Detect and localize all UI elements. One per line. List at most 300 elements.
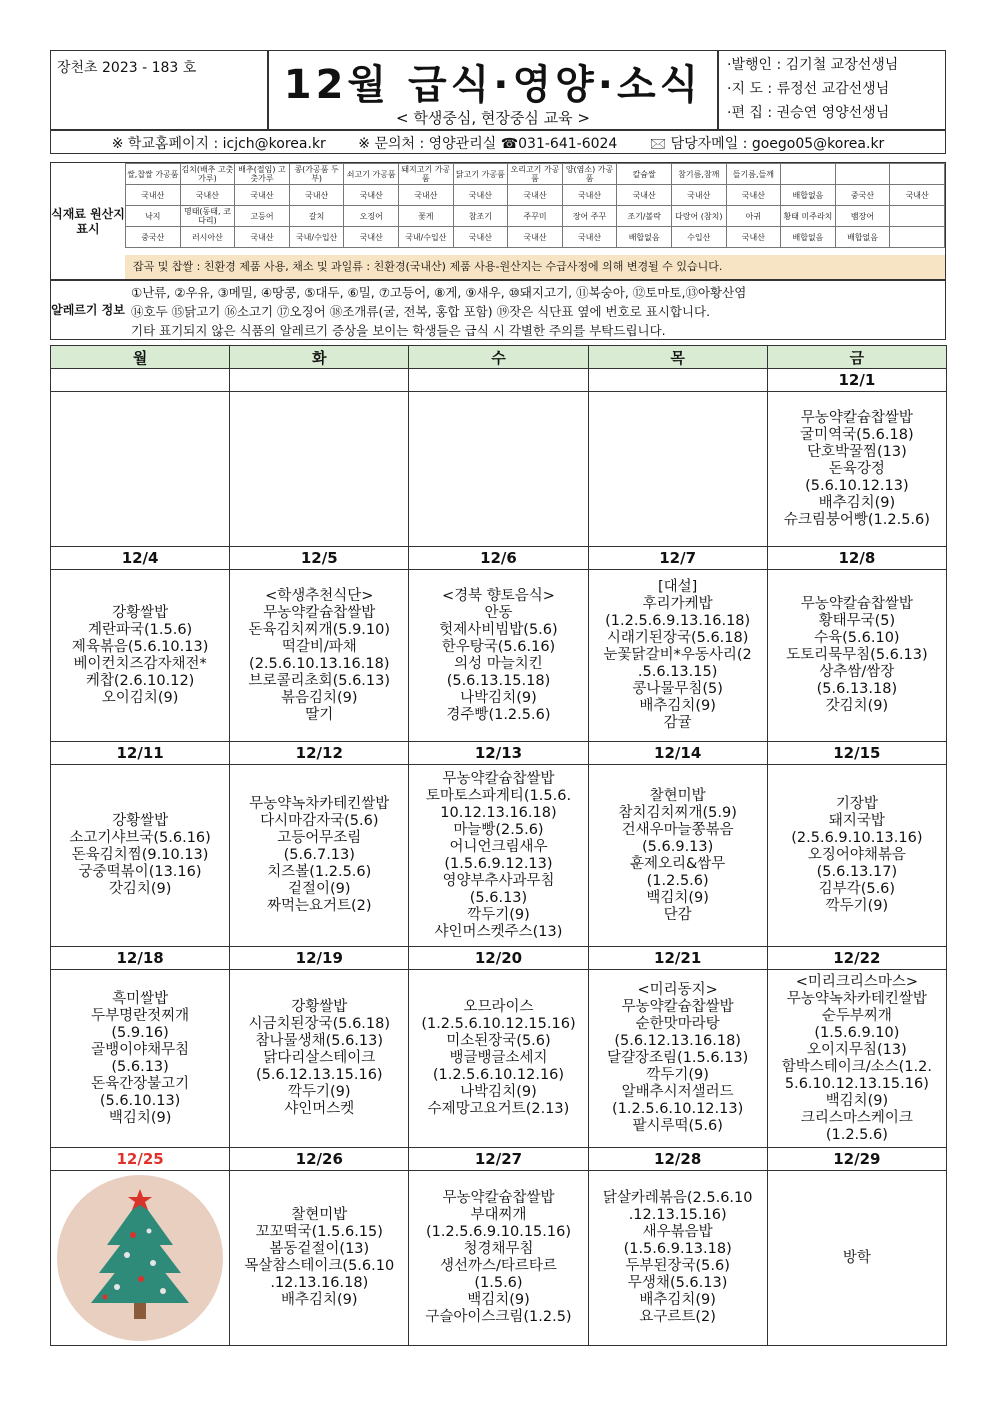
menu-item: 두부명란젓찌개 (91, 1007, 190, 1024)
origin-cell: 황태 미주라치 (781, 206, 836, 227)
menu-cell (588, 765, 767, 947)
menu-item: 다시마감자국(5.6) (260, 813, 379, 829)
date-cell: 12/13 (409, 742, 588, 765)
origin-cell: 낙지 (126, 206, 181, 227)
origin-cell (890, 206, 945, 227)
menu-item: 꼬꼬떡국(1.5.6.15) (255, 1224, 383, 1240)
origin-label: 식재료 원산지 표시 (51, 206, 125, 236)
origin-cell: 참기름,참깨 (671, 164, 726, 185)
menu-item: 봄동겉절이(13) (269, 1241, 370, 1257)
menu-cell (230, 392, 409, 547)
date-cell: 12/21 (588, 947, 767, 970)
menu-item: (5.6.9.13) (642, 838, 714, 855)
menu-item: 돈육김치찜(9.10.13) (71, 847, 209, 863)
menu-item: [대설] (657, 579, 698, 595)
menu-item: (1.5.6.9.12.13) (444, 855, 553, 872)
menu-item: 백김치(9) (646, 889, 709, 906)
origin-cell: 국내산 (399, 185, 454, 206)
menu-cell (767, 570, 946, 742)
origin-row (126, 227, 945, 248)
origin-cell: 국내산 (453, 227, 508, 248)
date-cell: 12/19 (230, 947, 409, 970)
weekday-fri: 금 (767, 346, 946, 369)
menu-item: 돈육김치찌개(5.9.10) (248, 621, 391, 638)
menu-item: 겉절이(9) (288, 881, 351, 897)
menu-row (51, 570, 947, 742)
menu-item: (5.6.12.13.16.18) (614, 1033, 741, 1049)
menu-row (51, 392, 947, 547)
origin-cell: 국내산 (671, 185, 726, 206)
menu-cell (409, 1171, 588, 1346)
menu-item: 무농약칼슘찹쌀밥 (263, 604, 376, 621)
origin-cell: 아귀 (726, 206, 781, 227)
menu-item: (5.6.13.18) (816, 681, 898, 697)
origin-cell: 국내산 (344, 227, 399, 248)
menu-item: 제육볶음(5.6.10.13) (71, 638, 209, 655)
menu-item: (1.5.6.9.10) (814, 1024, 900, 1041)
origin-cell: 쇠고기 가공품 (344, 164, 399, 185)
menu-item: <미리동지> (637, 982, 718, 998)
menu-item: (1.2.5.6.10.12.16) (432, 1067, 565, 1083)
origin-cell: 오리고기 가공품 (508, 164, 563, 185)
weekday-wed: 수 (409, 346, 588, 369)
origin-cell: 다랑어 (참치) (671, 206, 726, 227)
weekday-mon: 월 (51, 346, 230, 369)
menu-item: 순두부찌개 (821, 1007, 892, 1024)
menu-item: 궁중떡볶이(13.16) (78, 864, 202, 880)
menu-cell (51, 765, 230, 947)
menu-item: 5.6.10.12.13.15.16) (784, 1075, 929, 1092)
page-title: 12월 급식·영양·소식 (283, 62, 703, 108)
menu-item: (5.6.10.13) (99, 1092, 181, 1109)
origin-cell: 배합없음 (617, 227, 672, 248)
menu-item: 훈제오리&쌈무 (629, 855, 726, 872)
menu-row (51, 765, 947, 947)
menu-item: 황태무국(5) (818, 613, 896, 629)
menu-row (51, 970, 947, 1148)
menu-item: 어니언크림새우 (449, 838, 548, 855)
origin-table (125, 163, 945, 248)
menu-item: 백김치(9) (467, 1292, 530, 1308)
date-row (51, 547, 947, 570)
menu-item: 배추김치(9) (639, 698, 716, 714)
origin-cell: 쌀,찹쌀 가공품 (126, 164, 181, 185)
origin-section (50, 162, 946, 280)
menu-cell (409, 970, 588, 1148)
date-cell: 12/26 (230, 1148, 409, 1171)
menu-cell (588, 570, 767, 742)
contact-email[interactable]: 🖂 담당자메일 : goego05@korea.kr (649, 136, 885, 152)
menu-item: 무농약칼슘찹쌀밥 (800, 596, 913, 612)
menu-item: 도토리묵무침(5.6.13) (786, 647, 928, 663)
origin-cell: 러시아산 (180, 227, 235, 248)
menu-cell (767, 765, 946, 947)
menu-item: 샤인머스켓 (284, 1101, 355, 1117)
menu-item: 감귤 (663, 715, 692, 731)
menu-item: 무생채(5.6.13) (627, 1275, 728, 1291)
origin-cell: 국내산 (890, 185, 945, 206)
menu-item: <학생추천식단> (265, 587, 374, 604)
menu-item: 함박스테이크/소스(1.2. (781, 1058, 933, 1075)
date-cell: 12/7 (588, 547, 767, 570)
date-row (51, 742, 947, 765)
menu-item: 무농약칼슘찹쌀밥 (621, 999, 734, 1015)
origin-cell: 양(염소) 가공품 (562, 164, 617, 185)
date-cell: 12/4 (51, 547, 230, 570)
menu-cell (409, 570, 588, 742)
menu-item: 슈크림붕어빵(1.2.5.6) (783, 511, 930, 528)
origin-cell: 닭고기 가공품 (453, 164, 508, 185)
menu-item: 눈꽃닭갈비*우동사리(2 (603, 647, 752, 663)
date-cell (409, 369, 588, 392)
origin-cell: 국내산 (726, 185, 781, 206)
menu-cell (767, 392, 946, 547)
menu-item: 수제망고요거트(2.13) (427, 1101, 570, 1117)
date-cell (51, 369, 230, 392)
menu-item: 시금치된장국(5.6.18) (248, 1016, 391, 1032)
date-cell: 12/11 (51, 742, 230, 765)
menu-item: 딸기 (305, 706, 334, 723)
menu-cell (588, 970, 767, 1148)
menu-item: 백김치(9) (825, 1092, 889, 1109)
weekday-tue: 화 (230, 346, 409, 369)
staff-editor: ·편 집 : 권승연 영양선생님 (727, 105, 890, 121)
menu-item: 무농약칼슘찹쌀밥 (800, 409, 913, 426)
menu-item: 마늘빵(2.5.6) (453, 821, 544, 838)
menu-item: 볶음김치(9) (280, 689, 358, 706)
menu-row (51, 1171, 947, 1346)
menu-item: 오이김치(9) (101, 689, 179, 706)
menu-item: 상추쌈/쌈장 (819, 664, 895, 680)
menu-cell (767, 1171, 946, 1346)
menu-item: 크리스마스케이크 (800, 1109, 913, 1126)
menu-cell (767, 970, 946, 1148)
origin-cell: 수입산 (671, 227, 726, 248)
date-cell: 12/28 (588, 1148, 767, 1171)
menu-item: 구슬아이스크림(1.2.5) (425, 1309, 572, 1325)
contact-bar (50, 130, 946, 154)
date-cell: 12/27 (409, 1148, 588, 1171)
menu-item: 단호박꿀찜(13) (806, 443, 907, 460)
menu-cell (51, 570, 230, 742)
weekday-header-row (51, 346, 947, 369)
menu-item: 깍두기(9) (646, 1067, 709, 1083)
menu-item: 알배추시저샐러드 (621, 1084, 734, 1100)
origin-cell: 국내산 (126, 185, 181, 206)
origin-cell: 명태(동태, 코다리) (180, 206, 235, 227)
origin-cell: 국내산 (508, 185, 563, 206)
date-cell: 12/20 (409, 947, 588, 970)
origin-cell (890, 227, 945, 248)
menu-item: 기장밥 (835, 796, 878, 812)
menu-item: 토마토스파게티(1.5.6. (425, 787, 572, 804)
origin-cell (890, 164, 945, 185)
date-cell: 12/22 (767, 947, 946, 970)
date-cell: 12/25 (51, 1148, 230, 1171)
date-cell: 12/1 (767, 369, 946, 392)
origin-cell: 국내산 (344, 185, 399, 206)
menu-item: 깍두기(9) (288, 1084, 351, 1100)
menu-item: 백김치(9) (108, 1109, 172, 1126)
menu-item: (2.5.6.10.13.16.18) (249, 655, 390, 672)
menu-item: 닭살카레볶음(2.5.6.10 (602, 1190, 753, 1206)
menu-item: (1.5.6) (474, 1275, 523, 1291)
date-cell (230, 369, 409, 392)
origin-cell: 국내/수입산 (289, 227, 344, 248)
issue-box (50, 50, 268, 130)
menu-item: 갓김치(9) (825, 698, 889, 714)
menu-item: 의성 마늘치킨 (454, 655, 543, 672)
menu-item: 강황쌀밥 (112, 604, 169, 621)
menu-cell (51, 392, 230, 547)
origin-cell: 뱀장어 (835, 206, 890, 227)
menu-item: 새우볶음밥 (642, 1224, 713, 1240)
menu-cell (230, 765, 409, 947)
origin-cell: 김치(배추 고춧가루) (181, 165, 234, 183)
menu-item: 찰현미밥 (649, 787, 706, 804)
date-cell: 12/12 (230, 742, 409, 765)
date-cell: 12/8 (767, 547, 946, 570)
menu-item: 오징어야채볶음 (807, 847, 906, 863)
menu-item: 목살참스테이크(5.6.10 (244, 1258, 395, 1274)
menu-item: 수육(5.6.10) (814, 630, 900, 646)
menu-item: 브로콜리초회(5.6.13) (248, 672, 391, 689)
date-cell (588, 369, 767, 392)
menu-item: (5.9.16) (111, 1024, 169, 1041)
inquiry-phone: ※ 문의처 : 영양관리실 ☎031-641-6024 (358, 136, 618, 152)
origin-row (126, 164, 945, 185)
menu-item: 김부각(5.6) (818, 881, 896, 897)
origin-cell: 국내산 (562, 185, 617, 206)
homepage-link[interactable]: ※ 학교홈페이지 : icjch@korea.kr (111, 136, 326, 152)
origin-cell: 장어 주꾸 (562, 206, 617, 227)
staff-publisher: ·발행인 : 김기철 교장선생님 (727, 57, 899, 73)
menu-item: 짜먹는요거트(2) (266, 898, 372, 914)
origin-cell: 고등어 (235, 206, 290, 227)
staff-box (718, 50, 946, 130)
origin-cell: 콩(가공품 두부) (289, 164, 344, 185)
date-cell: 12/14 (588, 742, 767, 765)
menu-item: (5.6.13) (469, 889, 528, 906)
origin-cell: 국내산 (453, 185, 508, 206)
menu-item: 고등어무조림 (277, 830, 362, 846)
allergy-label: 알레르기 정보 (51, 302, 125, 317)
date-row (51, 369, 947, 392)
allergy-section (50, 280, 946, 340)
menu-item: 후리가케밥 (642, 596, 713, 612)
menu-cell (230, 970, 409, 1148)
menu-item: 참나물생채(5.6.13) (255, 1033, 384, 1049)
menu-item: 배추김치(9) (818, 494, 896, 511)
menu-cell (588, 392, 767, 547)
menu-item: <미리크리스마스> (795, 973, 919, 990)
menu-item: (5.6.13) (111, 1058, 169, 1075)
menu-item: (5.6.7.13) (283, 847, 355, 863)
menu-cell (230, 570, 409, 742)
menu-item: 강황쌀밥 (291, 999, 348, 1015)
menu-cell (588, 1171, 767, 1346)
page-subtitle: < 학생중심, 현장중심 교육 > (396, 109, 590, 127)
menu-item: 부대찌개 (470, 1207, 527, 1223)
menu-item: (1.2.5.6) (646, 872, 709, 889)
menu-item: 무농약칼슘찹쌀밥 (442, 1190, 555, 1206)
menu-item: 돈육강정 (828, 460, 885, 477)
menu-item: 무농약녹차카테킨쌀밥 (249, 796, 390, 812)
origin-cell: 국내산 (726, 227, 781, 248)
allergy-line-3: 기타 표기되지 않은 식품의 알레르기 증상을 보이는 학생들은 급식 시 각별한 주의를 부탁드립니다. (131, 323, 666, 338)
menu-item: 청경채무침 (463, 1241, 534, 1257)
menu-item: (1.2.5.6) (825, 1126, 888, 1143)
menu-item: 강황쌀밥 (112, 813, 169, 829)
date-cell: 12/6 (409, 547, 588, 570)
menu-cell (409, 392, 588, 547)
menu-item: 방학 (842, 1249, 871, 1266)
menu-item: 계란파국(1.5.6) (87, 621, 193, 638)
menu-item: (5.6.13.17) (816, 864, 898, 880)
menu-item: 무농약칼슘찹쌀밥 (442, 770, 555, 787)
menu-item: 미소된장국(5.6) (446, 1033, 551, 1049)
menu-calendar (50, 345, 947, 1346)
origin-cell: 칼슘쌀 (617, 164, 672, 185)
origin-cell: 배합없음 (781, 185, 836, 206)
menu-item: 뱅글뱅글소세지 (449, 1050, 548, 1066)
date-row (51, 1148, 947, 1171)
origin-cell: 오징어 (344, 206, 399, 227)
menu-item: .5.6.13.15) (637, 664, 718, 680)
origin-cell: 돼지고기 가공품 (399, 164, 454, 185)
christmas-tree-icon (57, 1175, 223, 1341)
origin-cell: 국내산 (180, 185, 235, 206)
origin-cell: 국내산 (235, 227, 290, 248)
origin-cell: 중국산 (835, 185, 890, 206)
allergy-line-1: ①난류, ②우유, ③메밀, ④땅콩, ⑤대두, ⑥밀, ⑦고등어, ⑧게, ⑨새우, ⑩돼지고기, ⑪복숭아, ⑫토마토,⑬아황산염 (131, 285, 747, 300)
menu-item: 시래기된장국(5.6.18) (606, 630, 749, 646)
menu-item: 굴미역국(5.6.18) (800, 426, 914, 443)
menu-item: 흑미쌀밥 (112, 990, 169, 1007)
menu-item: 10.12.13.16.18) (440, 804, 557, 821)
menu-item: 건새우마늘쫑볶음 (621, 821, 734, 838)
menu-cell (51, 970, 230, 1148)
menu-item: (1.2.5.6.9.13.16.18) (605, 613, 751, 629)
origin-cell (781, 164, 836, 185)
origin-cell: 국내산 (562, 227, 617, 248)
menu-item: 오므라이스 (463, 999, 534, 1015)
origin-cell: 국내산 (617, 185, 672, 206)
menu-item: 생선까스/타르타르 (439, 1258, 557, 1274)
menu-item: 닭다리살스테이크 (263, 1050, 376, 1066)
title-box (268, 50, 718, 130)
menu-item: 찰현미밥 (291, 1207, 348, 1223)
menu-item: 콩나물무침(5) (632, 681, 723, 697)
date-cell: 12/29 (767, 1148, 946, 1171)
date-cell: 12/18 (51, 947, 230, 970)
origin-cell: 배합없음 (781, 227, 836, 248)
staff-supervisor: ·지 도 : 류정선 교감선생님 (727, 81, 890, 97)
origin-cell: 배추(절임) 고춧가루 (235, 164, 290, 185)
menu-item: 헛제사비빔밥(5.6) (439, 621, 558, 638)
menu-item: 달걀장조림(1.5.6.13) (607, 1050, 749, 1066)
menu-item: 깍두기(9) (825, 898, 889, 914)
menu-item: 참치김치찌개(5.9) (618, 804, 737, 821)
menu-item: 팥시루떡(5.6) (632, 1118, 723, 1134)
origin-note: 잡곡 및 찹쌀 : 친환경 제품 사용, 채소 및 과일류 : 친환경(국내산) 제품 사용-원산지는 수급사정에 의해 변경될 수 있습니다. (125, 255, 945, 279)
menu-item: 나박김치(9) (460, 689, 537, 706)
menu-item: 배추김치(9) (639, 1292, 716, 1308)
menu-item: 요구르트(2) (639, 1309, 716, 1325)
menu-item: 케찹(2.6.10.12) (85, 672, 195, 689)
menu-item: 돼지국밥 (828, 813, 885, 829)
menu-item: <경북 향토음식> (441, 587, 555, 604)
menu-item: 갓김치(9) (108, 881, 172, 897)
menu-item: (1.2.5.6.10.12.15.16) (421, 1016, 576, 1032)
origin-cell: 국내산 (508, 227, 563, 248)
menu-cell (51, 1171, 230, 1346)
menu-item: (1.5.6.9.13.18) (623, 1241, 732, 1257)
menu-item: 한우탕국(5.6.16) (441, 638, 556, 655)
date-row (51, 947, 947, 970)
origin-cell: 배합없음 (835, 227, 890, 248)
origin-cell: 갈치 (289, 206, 344, 227)
origin-cell: 중국산 (126, 227, 181, 248)
menu-item: 깍두기(9) (467, 906, 530, 923)
menu-item: (2.5.6.9.10.13.16) (791, 830, 923, 846)
menu-item: 베이컨치즈감자채전* (73, 655, 207, 672)
menu-item: 떡갈비/파채 (281, 638, 357, 655)
menu-item: (5.6.13.15.18) (446, 672, 551, 689)
date-cell: 12/5 (230, 547, 409, 570)
origin-row (126, 185, 945, 206)
origin-cell: 국내산 (235, 185, 290, 206)
menu-item: 두부된장국(5.6) (625, 1258, 730, 1274)
weekday-thu: 목 (588, 346, 767, 369)
menu-item: 순한맛마라탕 (635, 1016, 720, 1032)
menu-item: 영양부추사과무침 (442, 872, 555, 889)
issue-number: 장천초 2023 - 183 호 (57, 60, 197, 76)
menu-item: 나박김치(9) (460, 1084, 537, 1100)
origin-cell: 참조기 (453, 206, 508, 227)
menu-cell (409, 765, 588, 947)
christmas-tree-image (57, 1175, 223, 1341)
origin-cell: 꽃게 (399, 206, 454, 227)
menu-item: 치즈볼(1.2.5.6) (267, 864, 372, 880)
menu-item: (5.6.12.13.15.16) (255, 1067, 383, 1083)
menu-item: 단감 (663, 906, 692, 923)
menu-item: 안동 (484, 604, 513, 621)
allergy-line-2: ⑭호두 ⑮닭고기 ⑯소고기 ⑰오징어 ⑱조개류(굴, 전복, 홍합 포함) ⑲잣은 식단표 옆에 번호로 표시합니다. (131, 304, 711, 319)
menu-item: 무농약녹차카테킨쌀밥 (786, 990, 927, 1007)
menu-item: (5.6.10.12.13) (805, 477, 909, 494)
menu-item: (1.2.5.6.10.12.13) (612, 1101, 744, 1117)
origin-row (126, 206, 945, 227)
menu-item: 샤인머스켓주스(13) (434, 923, 563, 940)
origin-cell: 조기/볼락 (617, 206, 672, 227)
origin-cell: 들기름,들깨 (726, 164, 781, 185)
menu-cell (230, 1171, 409, 1346)
menu-item: 오이지무침(13) (806, 1041, 907, 1058)
menu-item: 배추김치(9) (280, 1292, 358, 1308)
origin-cell: 국내산 (289, 185, 344, 206)
origin-cell: 주꾸미 (508, 206, 563, 227)
menu-item: 소고기샤브국(5.6.16) (69, 830, 211, 846)
origin-cell (835, 164, 890, 185)
menu-item: 돈육간장불고기 (91, 1075, 190, 1092)
menu-item: 경주빵(1.2.5.6) (446, 706, 551, 723)
menu-item: .12.13.16.18) (270, 1275, 369, 1291)
origin-cell: 국내/수입산 (399, 227, 454, 248)
menu-item: .12.13.15.16) (628, 1207, 727, 1223)
date-cell: 12/15 (767, 742, 946, 765)
menu-item: (1.2.5.6.9.10.15.16) (425, 1224, 571, 1240)
